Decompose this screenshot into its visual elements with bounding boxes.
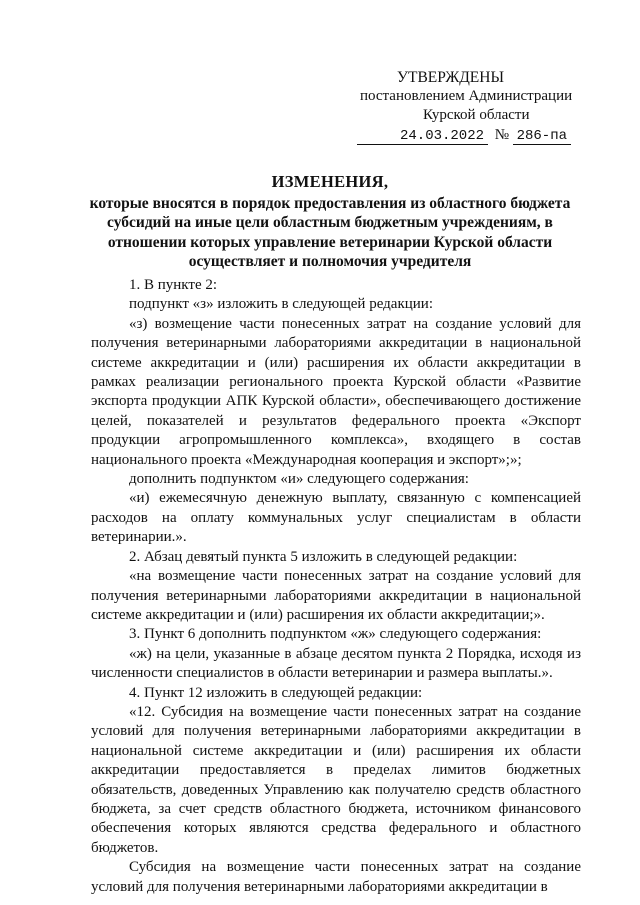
paragraph: «12. Субсидия на возмещение части понесенных затрат на создание условий для получения ветеринарными лабораториями аккредитации в национальной системе аккредитации и (или) расширения их области аккредитации предоставляется в пределах лимитов бюджетных обязательств, доведенных Управлению как получателю средств областного бюджета, за счет средств областного бюджета, источником финансового обеспечения которых являются средства федерального и областного бюджетов. bbox=[91, 703, 581, 856]
approval-heading: УТВЕРЖДЕНЫ bbox=[397, 69, 504, 86]
document-body bbox=[91, 276, 581, 897]
approval-decree-line: постановлением Администрации bbox=[360, 88, 573, 104]
paragraph: 2. Абзац девятый пункта 5 изложить в следующей редакции: bbox=[129, 548, 518, 565]
paragraph: «на возмещение части понесенных затрат на создание условий для получения ветеринарными лабораториями аккредитации в национальной системе аккредитации и (или) расширения их области аккредитации;». bbox=[91, 568, 581, 623]
approval-stamp bbox=[357, 68, 587, 145]
paragraph: «з) возмещение части понесенных затрат на создание условий для получения ветеринарными лабораториями аккредитации в национальной системе аккредитации и (или) расширения их области аккредитации в рамках реализации регионального проекта Курской области «Развитие экспорта продукции АПК Курской области», обеспечивающего достижение целей, показателей и результатов федерального проекта «Экспорт продукции агропромышленного комплекса», входящего в состав национального проекта «Международная кооперация и экспорт»;»; bbox=[91, 315, 581, 468]
paragraph: подпункт «з» изложить в следующей редакции: bbox=[129, 296, 433, 313]
number-sign: № bbox=[494, 127, 510, 143]
paragraph: 3. Пункт 6 дополнить подпунктом «ж» следующего содержания: bbox=[129, 626, 542, 643]
approval-date: 24.03.2022 bbox=[357, 128, 488, 145]
paragraph: «ж) на цели, указанные в абзаце десятом пункта 2 Порядка, исходя из численности специалистов в области ветеринарии и размера выплаты.». bbox=[91, 645, 581, 682]
title-subtitle: которые вносятся в порядок предоставления из областного бюджета субсидий на иные цели областным бюджетным учреждениям, в отношении которых управление ветеринарии Курской области осуществляет и полномочия учредителя bbox=[89, 194, 571, 270]
approval-date-number bbox=[357, 126, 587, 145]
paragraph: дополнить подпунктом «и» следующего содержания: bbox=[129, 471, 469, 488]
approval-number: 286-па bbox=[513, 128, 571, 145]
paragraph: 4. Пункт 12 изложить в следующей редакции: bbox=[129, 684, 423, 701]
document-title bbox=[80, 172, 580, 272]
paragraph: 1. В пункте 2: bbox=[129, 277, 218, 293]
approval-region-line: Курской области bbox=[423, 107, 530, 123]
title-heading: ИЗМЕНЕНИЯ, bbox=[271, 172, 389, 191]
paragraph: Субсидия на возмещение части понесенных затрат на создание условий для получения ветеринарными лабораториями аккредитации в bbox=[91, 859, 581, 895]
paragraph: «и) ежемесячную денежную выплату, связанную с компенсацией расходов на оплату коммунальных услуг специалистам в области ветеринарии.». bbox=[91, 490, 581, 546]
